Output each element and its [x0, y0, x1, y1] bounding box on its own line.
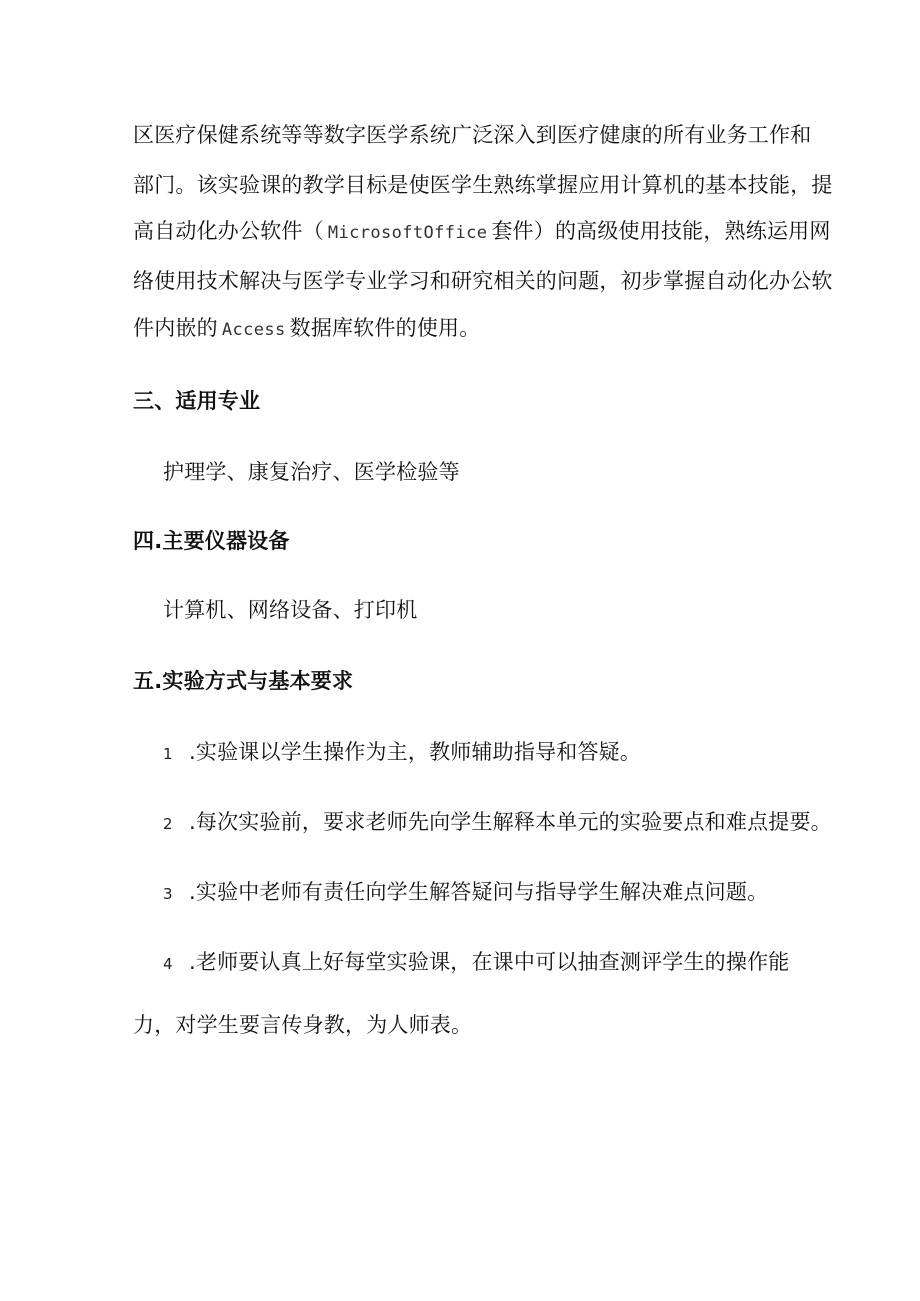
list-item [163, 947, 789, 979]
text-run: 套件）的高级使用技能，熟练运用网 [491, 219, 831, 243]
section-content: 护理学、康复治疗、医学检验等 [163, 460, 460, 484]
text-run: 数据库软件的使用。 [289, 316, 481, 340]
list-number: 1 [163, 745, 173, 763]
list-number: 3 [163, 885, 173, 903]
paragraph-line [133, 313, 480, 345]
text-run: 部门。该实验课的教学目标是使医学生熟练掌握应用计算机的基本技能，提 [133, 173, 833, 197]
section-heading: 五.实验方式与基本要求 [133, 669, 354, 693]
paragraph-line [133, 120, 811, 150]
text-run: 高自动化办公软件（ [133, 219, 324, 243]
section-content: 计算机、网络设备、打印机 [163, 598, 418, 622]
list-number: 2 [163, 815, 173, 833]
list-item-text: .每次实验前，要求老师先向学生解释本单元的实验要点和难点提要。 [189, 810, 832, 834]
paragraph-line [133, 216, 831, 248]
paragraph-line [133, 170, 833, 200]
list-item [163, 807, 832, 839]
section-heading: 三、适用专业 [133, 389, 261, 413]
text-run: 区医疗保健系统等等数字医学系统广泛深入到医疗健康的所有业务工作和 [133, 123, 812, 147]
text-run: 络使用技术解决与医学专业学习和研究相关的问题，初步掌握自动化办公软 [133, 269, 833, 293]
section-heading: 四.主要仪器设备 [133, 529, 290, 553]
list-item-continuation: 力，对学生要言传身教，为人师表。 [133, 1013, 473, 1037]
text-run: 件内嵌的 [133, 316, 218, 340]
paragraph-line [133, 266, 833, 296]
list-number: 4 [163, 955, 173, 973]
list-item-text: .老师要认真上好每堂实验课，在课中可以抽查测评学生的操作能 [189, 950, 790, 974]
list-item-text: .实验课以学生操作为主，教师辅助指导和答疑。 [189, 740, 642, 764]
list-item [163, 877, 768, 909]
latin-term: Access [221, 320, 286, 340]
list-item-text: .实验中老师有责任向学生解答疑问与指导学生解决难点问题。 [189, 880, 769, 904]
latin-term: MicrosoftOffice [327, 223, 488, 243]
list-item [163, 737, 641, 769]
